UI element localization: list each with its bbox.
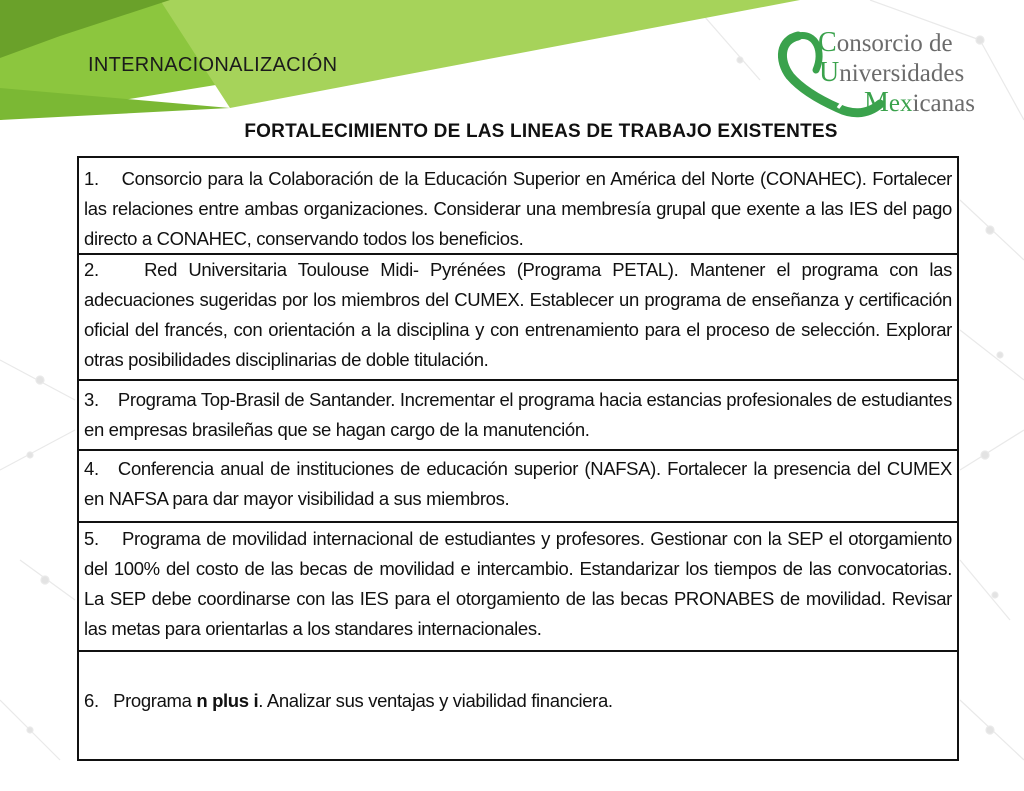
table-cell-text: 2. Red Universitaria Toulouse Midi- Pyrénées (Programa PETAL). Mantener el programa con las adecuaciones sugeridas por los miembros del CUMEX. Establecer un programa de enseñanza y certificación oficial del francés, con orientación a la disciplina y con entrenamiento para el proceso de selección. Explorar otras posibilidades disciplinarias de doble titulación.: [84, 259, 952, 370]
section-title: INTERNACIONALIZACIÓN: [88, 54, 338, 76]
table-row: [79, 521, 959, 650]
logo-line-2-text: niversidades: [839, 60, 965, 87]
table-cell-text: 5. Programa de movilidad internacional de estudiantes y profesores. Gestionar con la SEP el otorgamiento del 100% del costo de las becas de movilidad e intercambio. Estandarizar los tiempos de las convocatorias. La SEP debe coordinarse con las IES para el otorgamiento de las becas PRONABES de movilidad. Revisar las metas para orientarlas a los standares internacionales.: [84, 528, 952, 639]
table-row: [79, 650, 959, 761]
table-cell-text: 3. Programa Top-Brasil de Santander. Incrementar el programa hacia estancias profesionales de estudiantes en empresas brasileñas que se hagan cargo de la manutención.: [84, 389, 952, 440]
logo-line-3-green: ex: [888, 90, 913, 117]
logo-line-2: [818, 58, 975, 88]
logo-line-1-text: onsorcio de: [836, 30, 953, 57]
logo-line-1: [818, 28, 975, 58]
program-name-bold: n plus i: [196, 690, 259, 711]
logo-line-3: [818, 88, 975, 118]
lines-of-work-table: [77, 156, 958, 761]
logo-initial-u: U: [819, 57, 840, 88]
table-cell-text: 4. Conferencia anual de instituciones de educación superior (NAFSA). Fortalecer la presencia del CUMEX en NAFSA para dar mayor visibilidad a sus miembros.: [84, 458, 952, 509]
table-row: [79, 449, 959, 521]
table-cell-text: [84, 686, 952, 716]
table-cell-text: 1. Consorcio para la Colaboración de la Educación Superior en América del Norte (CONAHEC). Fortalecer las relaciones entre ambas organizaciones. Considerar una membresía grupal que exente a las IES del pago directo a CONAHEC, conservando todos los beneficios.: [84, 168, 952, 249]
table-row: [79, 379, 959, 449]
table-row: [79, 156, 959, 253]
logo-initial-m: M: [864, 87, 889, 118]
page-title: FORTALECIMIENTO DE LAS LINEAS DE TRABAJO EXISTENTES: [244, 121, 838, 142]
row-6-prefix: 6. Programa: [84, 690, 197, 711]
cumex-logo-text: [818, 28, 975, 118]
row-6-suffix: . Analizar sus ventajas y viabilidad financiera.: [258, 690, 613, 711]
logo-initial-c: C: [818, 27, 837, 58]
logo-line-3-text: icanas: [912, 90, 975, 117]
cumex-logo: [776, 28, 1016, 124]
table-row: [79, 253, 959, 379]
